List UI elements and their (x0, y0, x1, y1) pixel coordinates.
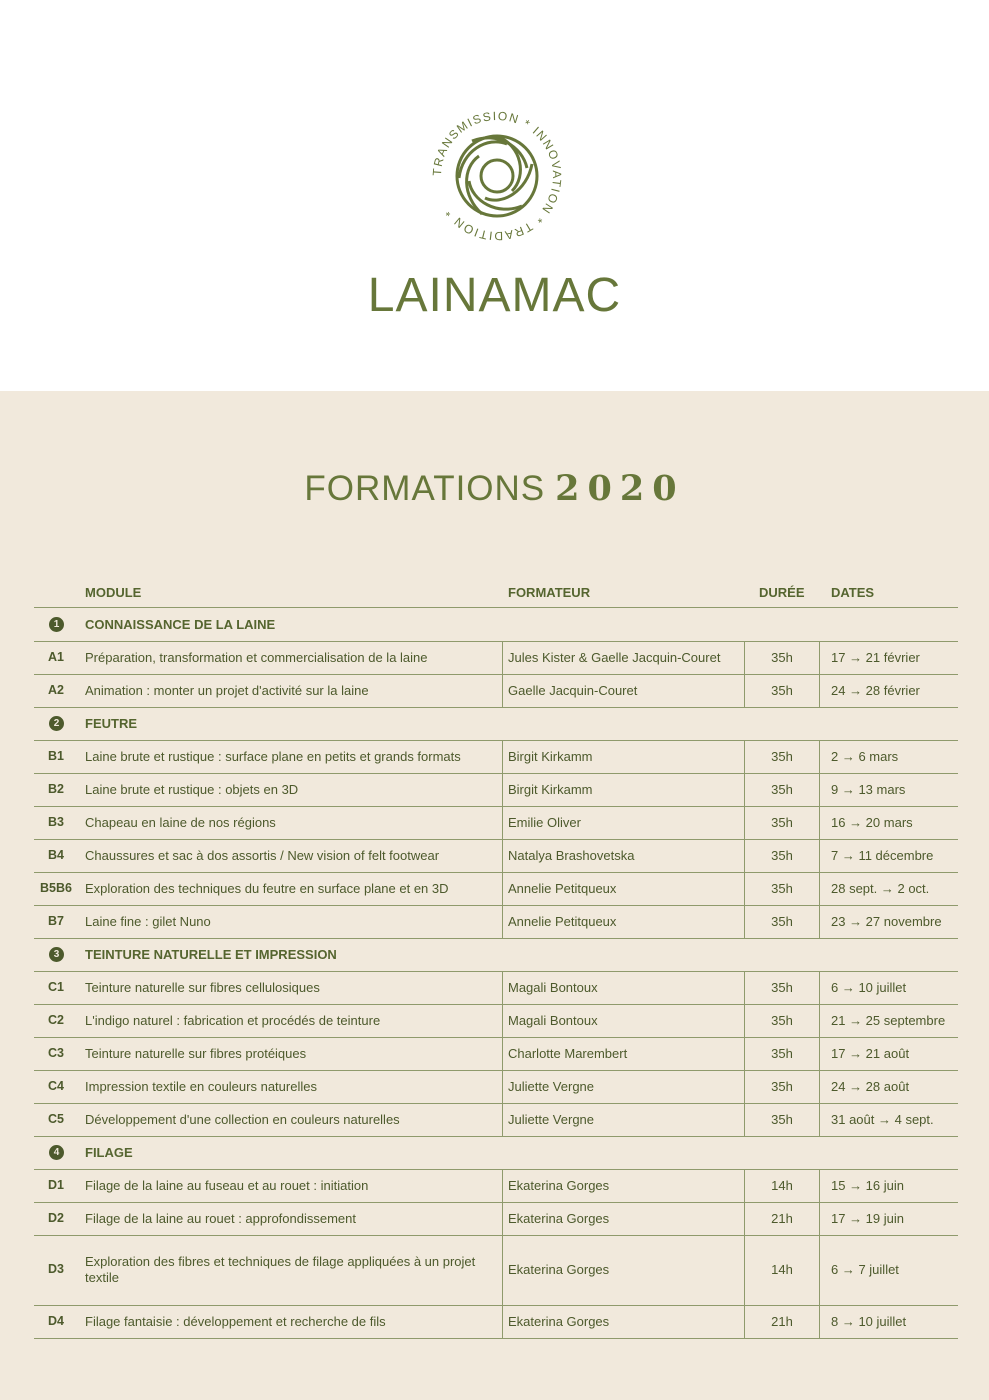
column-divider (819, 873, 820, 905)
row-duree: 35h (771, 1078, 793, 1094)
row-module: Chaussures et sac à dos assortis / New vision of felt footwear (85, 847, 440, 863)
row-code: B7 (48, 913, 64, 928)
row-dates: 21 → 25 septembre (831, 1012, 946, 1028)
logo (427, 106, 567, 246)
row-formateur: Jules Kister & Gaelle Jacquin-Couret (508, 649, 721, 665)
row-formateur: Birgit Kirkamm (508, 781, 593, 797)
row-formateur: Charlotte Marembert (508, 1045, 628, 1061)
row-code: D3 (48, 1262, 64, 1276)
header-area (0, 0, 989, 391)
row-dates: 2 → 6 mars (831, 748, 899, 764)
row-code: B2 (48, 781, 64, 796)
column-divider (502, 972, 503, 1004)
row-dates: 28 sept. → 2 oct. (831, 880, 930, 896)
row-formateur: Juliette Vergne (508, 1078, 595, 1094)
section-header (34, 707, 958, 740)
section-header (34, 1136, 958, 1169)
row-code: B3 (48, 814, 64, 829)
row-dates: 15 → 16 juin (831, 1177, 904, 1193)
row-module: Exploration des techniques du feutre en surface plane et en 3D (85, 880, 449, 896)
column-divider (819, 1203, 820, 1235)
brand-name: LAINAMAC (367, 269, 622, 322)
section-header (34, 938, 958, 971)
row-dates: 8 → 10 juillet (831, 1313, 907, 1329)
column-divider (502, 741, 503, 773)
logo-emblem-icon (427, 106, 567, 246)
row-module: Teinture naturelle sur fibres cellulosiques (85, 979, 320, 995)
row-duree: 35h (771, 979, 793, 995)
row-module: Filage de la laine au rouet : approfondissement (85, 1210, 357, 1226)
column-divider (744, 840, 745, 872)
row-module: Chapeau en laine de nos régions (85, 814, 276, 830)
column-divider (502, 642, 503, 674)
row-formateur: Juliette Vergne (508, 1111, 595, 1127)
row-code: D1 (48, 1177, 64, 1192)
column-divider (744, 1038, 745, 1070)
row-code: C3 (48, 1045, 64, 1060)
column-divider (502, 1236, 503, 1305)
row-formateur: Emilie Oliver (508, 814, 581, 830)
column-divider (819, 1071, 820, 1103)
column-divider (502, 906, 503, 938)
column-divider (744, 774, 745, 806)
column-divider (819, 906, 820, 938)
row-code: A2 (48, 682, 64, 697)
column-divider (502, 1170, 503, 1202)
col-header-module: MODULE (85, 585, 142, 600)
row-duree: 14h (771, 1262, 793, 1277)
row-code: A1 (48, 649, 64, 664)
row-dates: 17 → 21 août (831, 1045, 910, 1061)
column-divider (819, 1306, 820, 1338)
column-divider (502, 807, 503, 839)
column-divider (744, 1306, 745, 1338)
column-divider (819, 1005, 820, 1037)
column-divider (744, 1236, 745, 1305)
column-divider (819, 972, 820, 1004)
row-module: Développement d'une collection en couleurs naturelles (85, 1111, 400, 1127)
column-divider (744, 1005, 745, 1037)
row-module: Teinture naturelle sur fibres protéiques (85, 1045, 307, 1061)
column-divider (502, 1071, 503, 1103)
column-divider (502, 1038, 503, 1070)
row-dates: 9 → 13 mars (831, 781, 906, 797)
column-divider (502, 1005, 503, 1037)
row-formateur: Annelie Petitqueux (508, 880, 617, 896)
row-formateur: Ekaterina Gorges (508, 1313, 610, 1329)
row-formateur: Ekaterina Gorges (508, 1177, 610, 1193)
row-formateur: Magali Bontoux (508, 1012, 598, 1028)
row-formateur: Annelie Petitqueux (508, 913, 617, 929)
column-divider (819, 1170, 820, 1202)
row-code: B5B6 (40, 880, 72, 895)
section-title: CONNAISSANCE DE LA LAINE (85, 617, 276, 632)
column-divider (819, 741, 820, 773)
row-code: B4 (48, 847, 64, 862)
table-divider (34, 1338, 958, 1339)
row-code: C4 (48, 1078, 64, 1093)
row-formateur: Gaelle Jacquin-Couret (508, 682, 638, 698)
column-divider (744, 1170, 745, 1202)
row-duree: 35h (771, 847, 793, 863)
row-duree: 35h (771, 649, 793, 665)
row-dates: 17 → 21 février (831, 649, 920, 665)
col-header-dates: DATES (831, 585, 875, 600)
row-duree: 35h (771, 748, 793, 764)
row-module: Préparation, transformation et commercialisation de la laine (85, 649, 428, 665)
column-divider (819, 1236, 820, 1305)
column-divider (502, 873, 503, 905)
row-duree: 35h (771, 913, 793, 929)
row-dates: 24 → 28 août (831, 1078, 910, 1094)
row-dates: 31 août → 4 sept. (831, 1111, 934, 1127)
column-divider (744, 972, 745, 1004)
column-divider (744, 873, 745, 905)
section-title: TEINTURE NATURELLE ET IMPRESSION (85, 947, 337, 962)
column-divider (819, 642, 820, 674)
column-divider (744, 642, 745, 674)
row-code: D2 (48, 1210, 64, 1225)
row-dates: 16 → 20 mars (831, 814, 913, 830)
row-formateur: Ekaterina Gorges (508, 1262, 610, 1277)
row-dates: 23 → 27 novembre (831, 913, 942, 929)
column-divider (744, 741, 745, 773)
row-dates: 7 → 11 décembre (831, 847, 934, 863)
column-divider (819, 1038, 820, 1070)
section-number-badge: 4 (49, 1145, 64, 1160)
column-divider (744, 675, 745, 707)
col-header-duree: DURÉE (759, 585, 805, 600)
svg-text:TRANSMISSION * INNOVATION * TR (430, 109, 564, 243)
column-divider (819, 774, 820, 806)
section-title: FILAGE (85, 1145, 133, 1160)
column-divider (819, 675, 820, 707)
column-divider (819, 1104, 820, 1136)
row-duree: 35h (771, 814, 793, 830)
page-title (0, 468, 989, 509)
row-code: B1 (48, 748, 64, 763)
column-divider (819, 807, 820, 839)
row-module: Impression textile en couleurs naturelles (85, 1078, 317, 1094)
row-duree: 35h (771, 880, 793, 896)
row-dates: 17 → 19 juin (831, 1210, 904, 1226)
column-divider (502, 774, 503, 806)
col-header-formateur: FORMATEUR (508, 585, 591, 600)
column-divider (502, 1306, 503, 1338)
row-duree: 35h (771, 781, 793, 797)
row-formateur: Birgit Kirkamm (508, 748, 593, 764)
column-divider (502, 1104, 503, 1136)
row-module: Filage de la laine au fuseau et au rouet : initiation (85, 1177, 369, 1193)
row-duree: 21h (771, 1313, 793, 1329)
row-formateur: Ekaterina Gorges (508, 1210, 610, 1226)
row-module: Animation : monter un projet d'activité sur la laine (85, 682, 369, 698)
row-dates: 24 → 28 février (831, 682, 920, 698)
section-number-badge: 1 (49, 617, 64, 632)
column-divider (502, 675, 503, 707)
column-divider (744, 807, 745, 839)
column-divider (744, 1071, 745, 1103)
row-duree: 35h (771, 1012, 793, 1028)
row-duree: 21h (771, 1210, 793, 1226)
column-divider (744, 1203, 745, 1235)
section-title: FEUTRE (85, 716, 137, 731)
title-word: FORMATIONS (304, 469, 546, 508)
row-module: Exploration des fibres et techniques de filage appliquées à un projet textile (85, 1254, 476, 1285)
row-code: D4 (48, 1313, 64, 1328)
section-number-badge: 3 (49, 947, 64, 962)
row-module: Laine brute et rustique : surface plane en petits et grands formats (85, 748, 461, 764)
row-dates: 6 → 7 juillet (831, 1262, 899, 1277)
row-duree: 35h (771, 682, 793, 698)
row-formateur: Magali Bontoux (508, 979, 598, 995)
row-formateur: Natalya Brashovetska (508, 847, 635, 863)
row-duree: 35h (771, 1045, 793, 1061)
section-number-badge: 2 (49, 716, 64, 731)
column-divider (502, 1203, 503, 1235)
row-module: Laine fine : gilet Nuno (85, 913, 211, 929)
row-module: L'indigo naturel : fabrication et procédés de teinture (85, 1012, 381, 1028)
row-module: Filage fantaisie : développement et recherche de fils (85, 1313, 386, 1329)
row-code: C2 (48, 1012, 64, 1027)
column-divider (744, 906, 745, 938)
row-code: C5 (48, 1111, 64, 1126)
logo-ring-text: TRANSMISSION * INNOVATION * TRADITION * (429, 108, 565, 244)
row-duree: 35h (771, 1111, 793, 1127)
column-divider (744, 1104, 745, 1136)
row-code: C1 (48, 979, 64, 994)
row-dates: 6 → 10 juillet (831, 979, 907, 995)
title-year: 2020 (555, 468, 685, 509)
section-header (34, 608, 958, 641)
column-divider (502, 840, 503, 872)
row-module: Laine brute et rustique : objets en 3D (85, 781, 299, 797)
column-divider (819, 840, 820, 872)
row-duree: 14h (771, 1177, 793, 1193)
